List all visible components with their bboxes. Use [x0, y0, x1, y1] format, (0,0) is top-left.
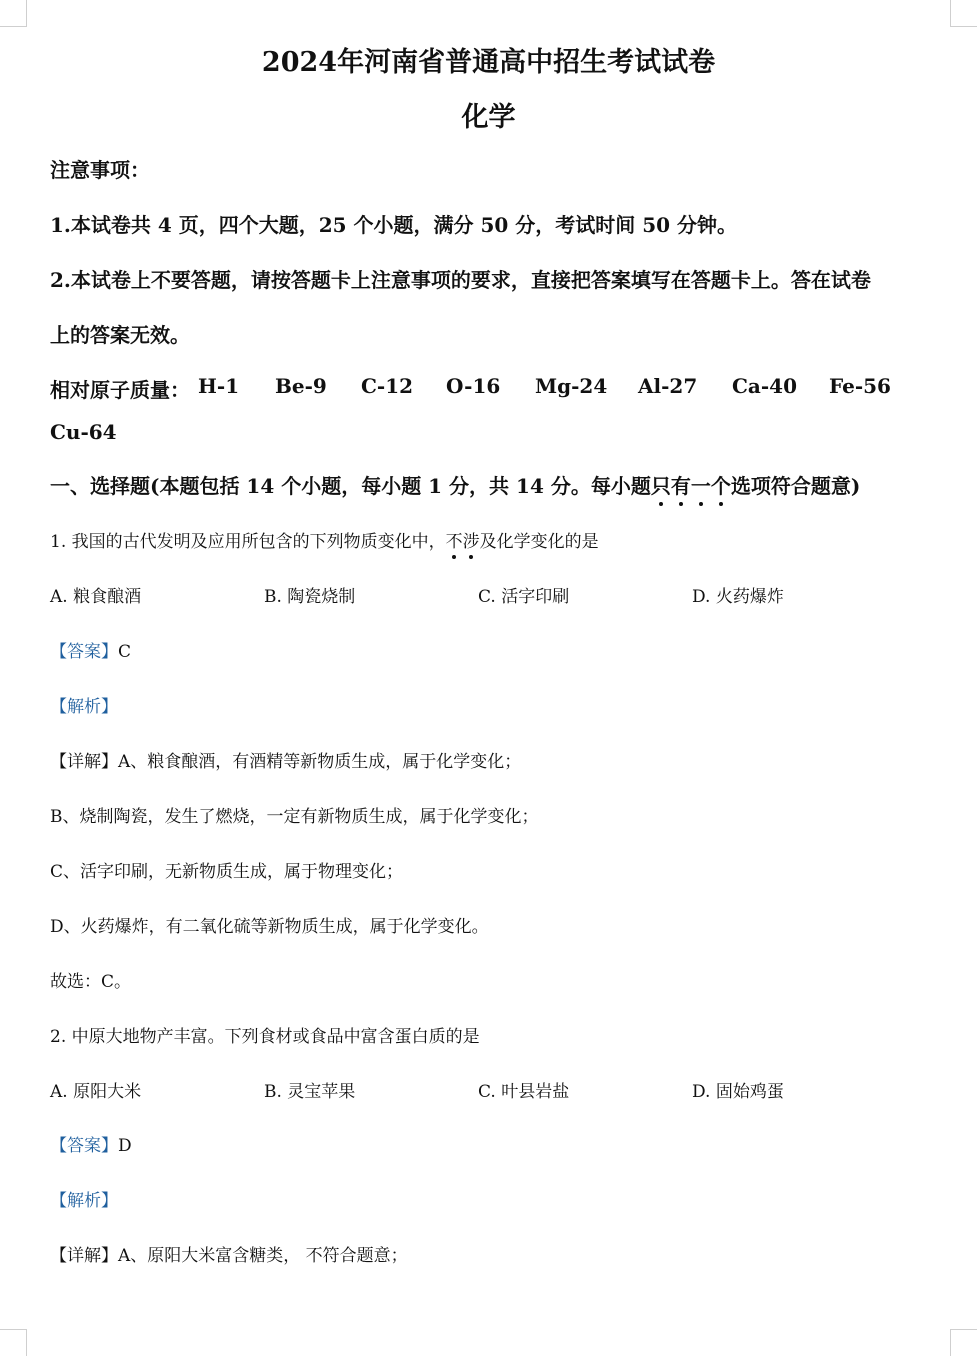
question-2-stem: 2. 中原大地物产丰富。下列食材或食品中富含蛋白质的是 — [50, 1027, 480, 1047]
question-1-stem-part-2: 及化学变化的是 — [479, 532, 599, 552]
atomic-mass-item: Mg-24 — [535, 374, 608, 398]
answer-label: 【答案】 — [50, 1136, 118, 1156]
answer-value: C — [118, 642, 132, 662]
corner-mark-bottom-left — [0, 1329, 27, 1356]
question-1-option-d: D. 火药爆炸 — [692, 587, 784, 607]
atomic-mass-item: Ca-40 — [732, 374, 798, 398]
section-1-heading — [50, 470, 860, 499]
answer-value: D — [118, 1136, 132, 1156]
question-1-analysis-label: 【解析】 — [50, 697, 118, 717]
question-1-choice: 故选：C。 — [50, 972, 132, 992]
answer-label: 【答案】 — [50, 642, 118, 662]
detail-text: A、原阳大米富含糖类， 不符合题意； — [118, 1246, 408, 1266]
notice-item-2-line-1: 2.本试卷上不要答题，请按答题卡上注意事项的要求，直接把答案填写在答题卡上。答在试卷 — [50, 268, 871, 292]
section-1-heading-part-2: 选项符合题意) — [730, 474, 861, 498]
atomic-mass-item: Be-9 — [275, 374, 327, 398]
atomic-masses-label: 相对原子质量： — [50, 378, 190, 402]
detail-label: 【详解】 — [50, 752, 118, 772]
question-2-option-b: B. 灵宝苹果 — [264, 1082, 356, 1102]
notice-heading: 注意事项： — [50, 158, 150, 182]
emphasis-char: 有 — [671, 470, 691, 499]
question-2-analysis-label: 【解析】 — [50, 1191, 118, 1211]
question-1-option-c: C. 活字印刷 — [478, 587, 570, 607]
question-1-stem-part-1: 1. 我国的古代发明及应用所包含的下列物质变化中， — [50, 532, 446, 552]
atomic-mass-item: Al-27 — [638, 374, 698, 398]
question-2-detail-a — [50, 1241, 408, 1266]
exam-title: 2024年河南省普通高中招生考试试卷 — [261, 47, 716, 78]
notice-item-2-line-2: 上的答案无效。 — [50, 323, 190, 347]
question-1-option-b: B. 陶瓷烧制 — [264, 587, 356, 607]
question-1-stem — [50, 527, 599, 552]
emphasis-char: 个 — [711, 470, 731, 499]
emphasis-char: 不 — [446, 527, 463, 552]
question-1-answer — [50, 637, 131, 662]
corner-mark-top-left — [0, 0, 27, 27]
question-1-option-a: A. 粮食酿酒 — [50, 587, 142, 607]
corner-mark-top-right — [950, 0, 977, 27]
emphasis-char: 一 — [691, 470, 711, 499]
question-1-detail-c: C、活字印刷，无新物质生成，属于物理变化； — [50, 862, 404, 882]
question-2-answer — [50, 1131, 132, 1156]
question-2-option-d: D. 固始鸡蛋 — [692, 1082, 784, 1102]
corner-mark-bottom-right — [950, 1329, 977, 1356]
question-2-option-c: C. 叶县岩盐 — [478, 1082, 570, 1102]
section-1-heading-part-1: 一、选择题(本题包括 14 个小题，每小题 1 分，共 14 分。每小题 — [50, 474, 651, 498]
question-1-detail-a — [50, 747, 521, 772]
subject-title: 化学 — [461, 102, 516, 133]
emphasis-char: 涉 — [463, 527, 480, 552]
atomic-mass-item: H-1 — [198, 374, 240, 398]
question-2-option-a: A. 原阳大米 — [50, 1082, 142, 1102]
detail-text: A、粮食酿酒，有酒精等新物质生成，属于化学变化； — [118, 752, 522, 772]
emphasis-char: 只 — [651, 470, 671, 499]
detail-label: 【详解】 — [50, 1246, 118, 1266]
atomic-mass-item: Fe-56 — [829, 374, 891, 398]
notice-item-1: 1.本试卷共 4 页，四个大题，25 个小题，满分 50 分，考试时间 50 分钟。 — [50, 213, 738, 237]
question-1-detail-b: B、烧制陶瓷，发生了燃烧，一定有新物质生成，属于化学变化； — [50, 807, 539, 827]
atomic-mass-item-wrapped: Cu-64 — [50, 420, 117, 444]
atomic-mass-item: C-12 — [361, 374, 414, 398]
atomic-mass-item: O-16 — [446, 374, 501, 398]
question-1-detail-d: D、火药爆炸，有二氧化硫等新物质生成，属于化学变化。 — [50, 917, 489, 937]
